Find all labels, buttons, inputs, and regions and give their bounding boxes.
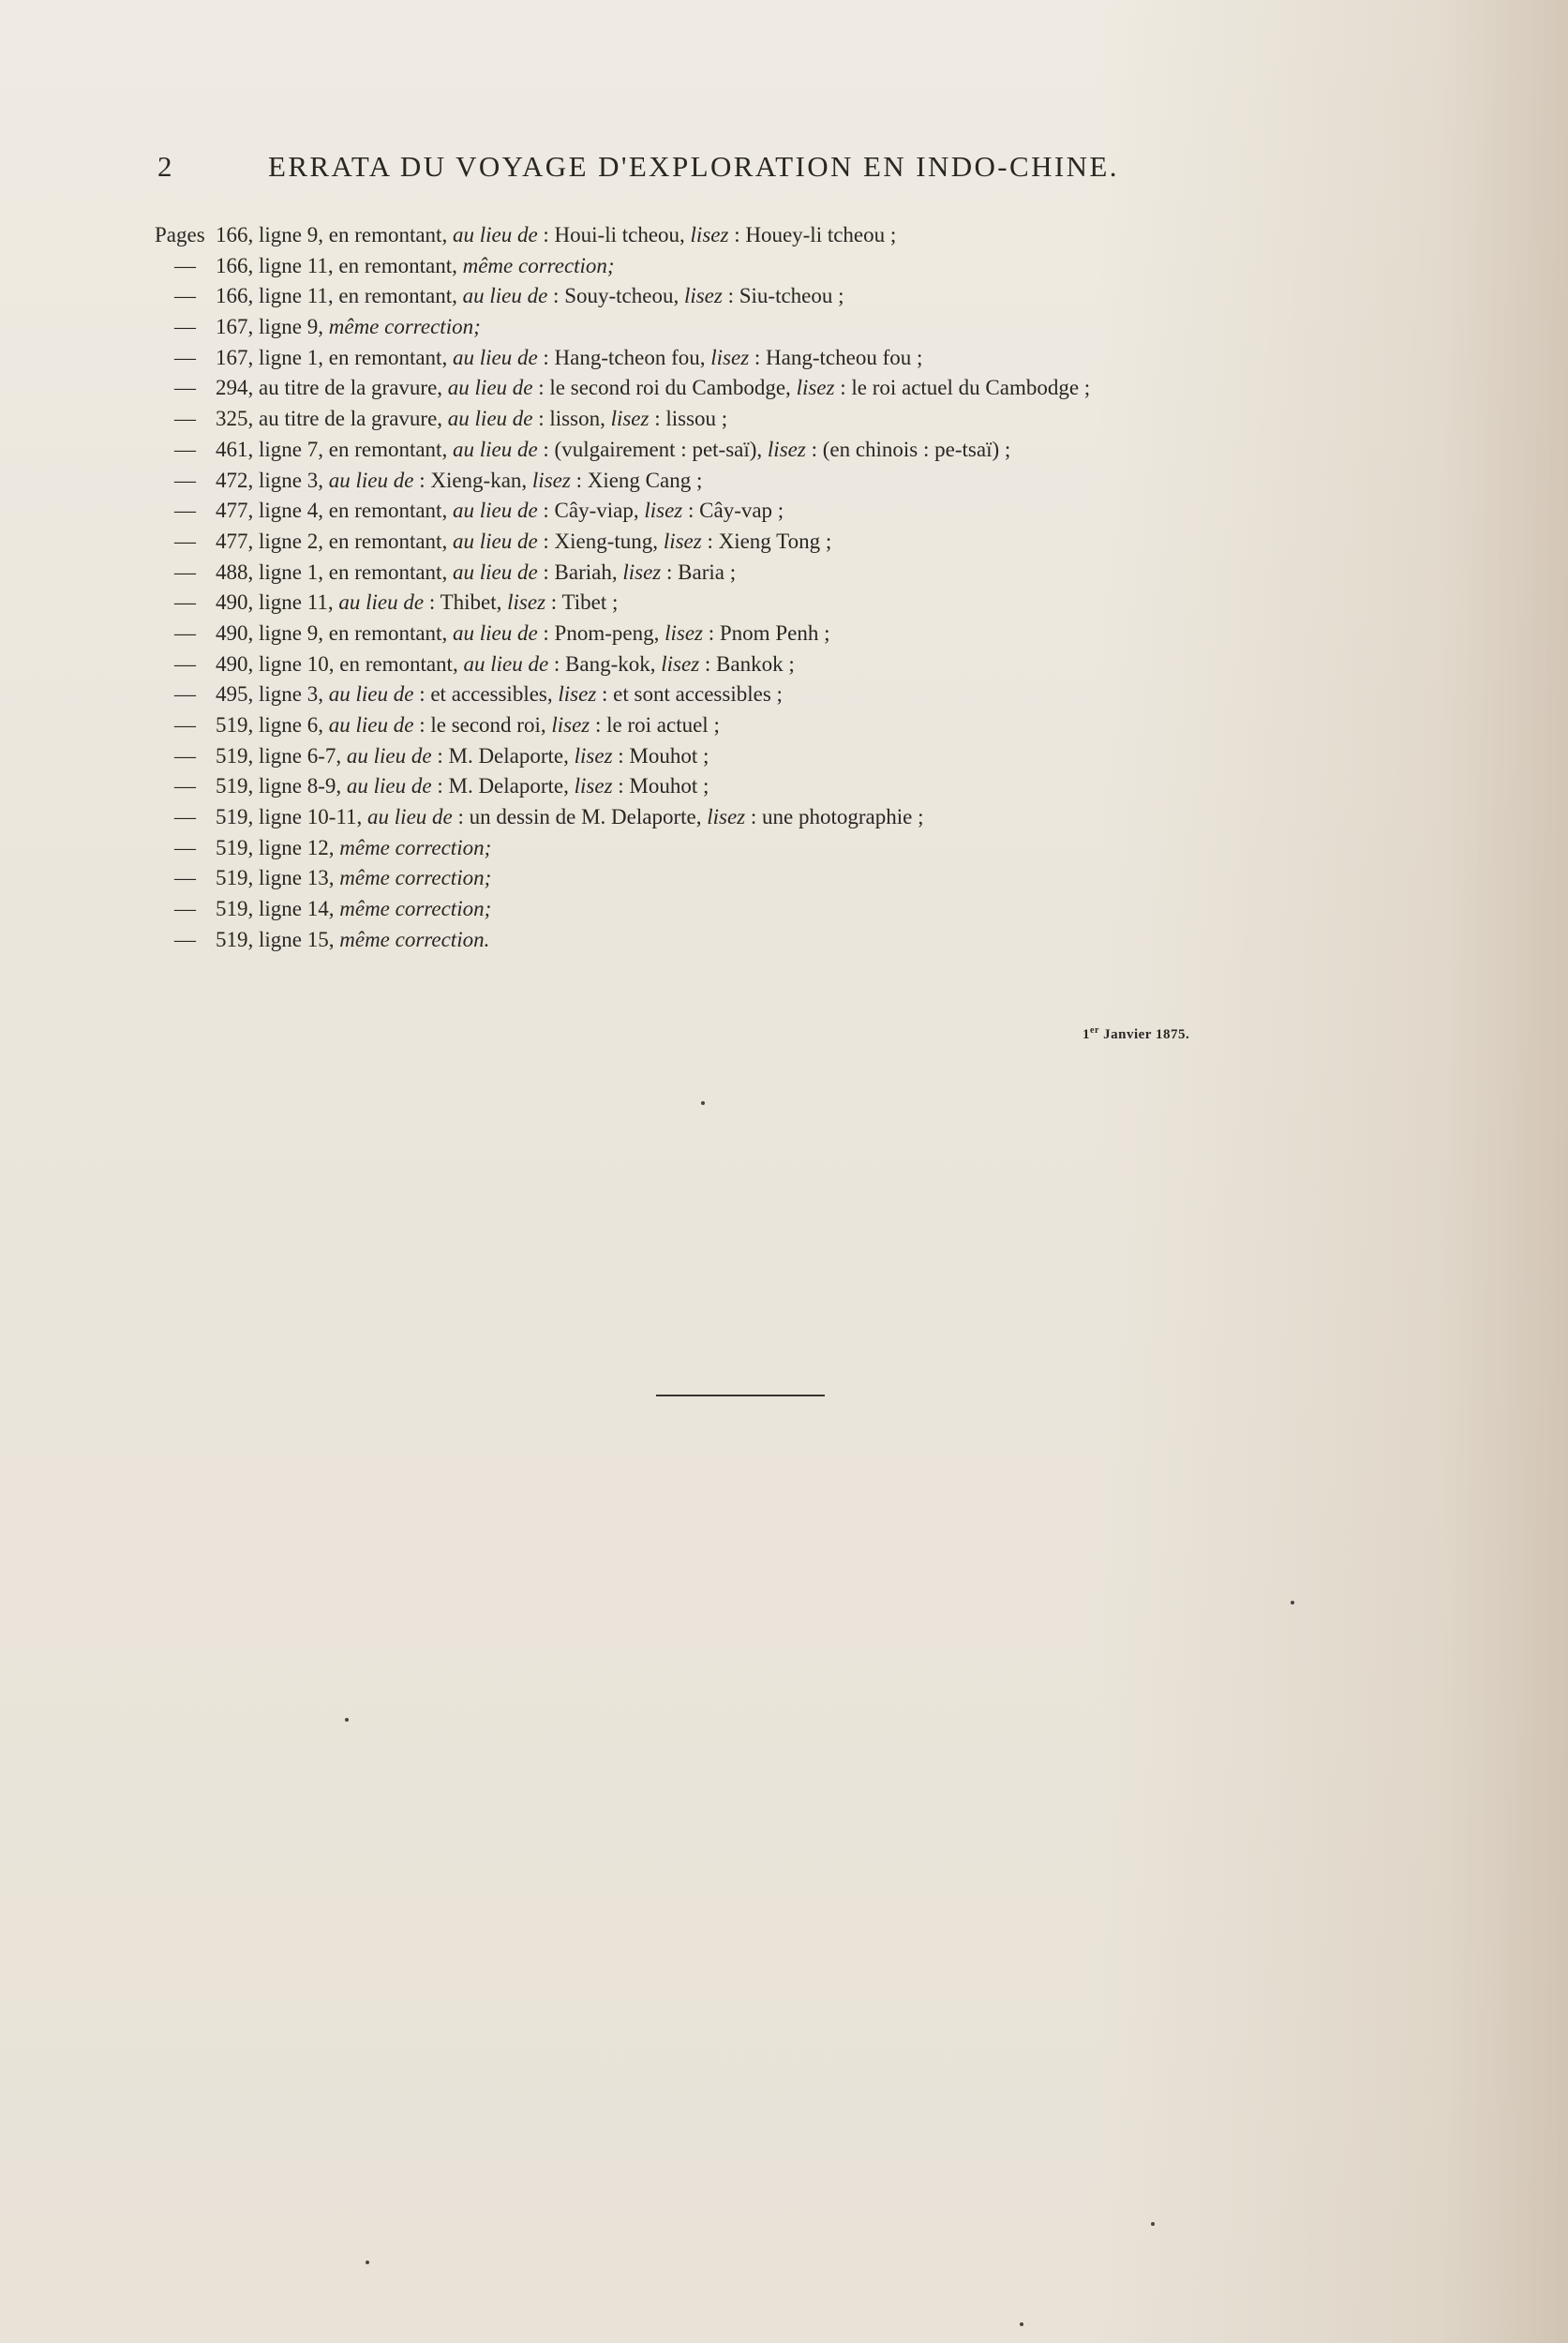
errata-entry [155, 558, 1261, 589]
entry-ref: , ligne 3, [247, 468, 329, 492]
entry-sep: : [532, 407, 550, 431]
entry-sep: : [722, 284, 739, 308]
entry-page: 477 [216, 499, 248, 523]
entry-page: 166 [216, 284, 248, 308]
errata-entry [155, 281, 1261, 312]
entry-lead: — [174, 315, 196, 339]
entry-lieu-label: au lieu de [452, 620, 538, 645]
entry-old: M. Delaporte, [448, 774, 575, 798]
entry-lieu-label: même correction; [339, 866, 492, 890]
errata-entry [155, 679, 1261, 710]
entry-page: 461 [216, 437, 248, 461]
entry-lieu-label: au lieu de [452, 437, 538, 461]
entry-ref: , ligne 10, en remontant, [247, 651, 464, 676]
date-ordinal: er [1090, 1025, 1099, 1036]
errata-entry [155, 251, 1261, 282]
entry-sep: : [537, 223, 555, 246]
entry-lead: — [174, 590, 196, 615]
entry-lead: — [174, 927, 196, 951]
entry-lieu-label: au lieu de [338, 590, 425, 615]
entry-lieu-label: au lieu de [328, 713, 414, 737]
entry-sep: : [452, 805, 470, 829]
entry-page: 294 [216, 376, 248, 400]
entry-new: et sont accessibles ; [613, 682, 783, 707]
entry-sep: : [548, 651, 566, 676]
entry-old: Houi-li tcheou, [554, 223, 691, 246]
entry-ref: , ligne 9, en remontant, [247, 620, 453, 645]
entry-ref: , ligne 11, en remontant, [247, 284, 463, 308]
entry-lisez-label: lisez [644, 499, 683, 523]
entry-lead: — [174, 437, 196, 461]
entry-sep: : [413, 468, 431, 492]
entry-lead: Pages [155, 223, 205, 246]
entry-lieu-label: au lieu de [462, 284, 548, 308]
entry-sep: : [703, 620, 720, 645]
entry-sep: : [570, 468, 588, 492]
entry-lead: — [174, 253, 196, 277]
paper-speck [701, 1101, 705, 1105]
entry-lisez-label: lisez [622, 560, 662, 584]
entry-lisez-label: lisez [707, 805, 746, 829]
entry-new: Tibet ; [561, 590, 619, 615]
errata-list [155, 220, 1261, 956]
entry-page: 519 [216, 743, 248, 768]
entry-lead: — [174, 529, 196, 553]
entry-page: 167 [216, 315, 248, 339]
entry-old: Bariah, [554, 560, 623, 584]
entry-sep: : [612, 774, 630, 798]
entry-sep: : [745, 805, 763, 829]
entry-old: Hang-tcheon fou, [554, 345, 711, 369]
entry-lieu-label: au lieu de [447, 376, 533, 400]
entry-old: un dessin de M. Delaporte, [469, 805, 708, 829]
entry-new: une photographie ; [762, 805, 924, 829]
entry-new: Xieng Cang ; [587, 468, 703, 492]
entry-lieu-label: au lieu de [452, 499, 538, 523]
errata-entry [155, 802, 1261, 833]
entry-new: le roi actuel ; [606, 713, 720, 737]
entry-ref: , ligne 10-11, [247, 805, 368, 829]
entry-lieu-label: même correction; [328, 315, 481, 339]
entry-sep: : [612, 743, 630, 768]
paper-speck [345, 1718, 349, 1722]
entry-ref: , ligne 12, [247, 835, 340, 859]
entry-new: (en chinois : pe-tsaï) ; [822, 437, 1011, 461]
entry-lisez-label: lisez [574, 774, 613, 798]
entry-lieu-label: au lieu de [447, 407, 533, 431]
entry-sep: : [537, 620, 555, 645]
entry-lieu-label: même correction. [339, 927, 490, 951]
entry-lieu-label: au lieu de [463, 651, 549, 676]
entry-sep: : [805, 437, 823, 461]
entry-lead: — [174, 835, 196, 859]
entry-ref: , ligne 11, en remontant, [247, 253, 463, 277]
entry-page: 519 [216, 805, 248, 829]
entry-ref: , ligne 15, [247, 927, 340, 951]
entry-page: 166 [216, 253, 248, 277]
errata-entry [155, 863, 1261, 894]
entry-sep: : [699, 651, 717, 676]
entry-lieu-label: au lieu de [452, 345, 538, 369]
paper-speck [1020, 2322, 1023, 2326]
entry-new: Mouhot ; [629, 743, 709, 768]
paper-speck [1291, 1601, 1294, 1604]
entry-sep: : [649, 407, 666, 431]
entry-ref: , ligne 14, [247, 897, 340, 921]
entry-ref: , ligne 6-7, [247, 743, 347, 768]
errata-entry [155, 925, 1261, 956]
entry-lisez-label: lisez [551, 713, 590, 737]
entry-old: le second roi du Cambodge, [549, 376, 797, 400]
entry-lead: — [174, 499, 196, 523]
entry-sep: : [728, 223, 746, 246]
entry-lisez-label: lisez [690, 223, 729, 246]
paper-speck [366, 2261, 369, 2264]
entry-sep: : [537, 345, 555, 369]
entry-new: Siu-tcheou ; [739, 284, 844, 308]
entry-lead: — [174, 407, 196, 431]
entry-lead: — [174, 805, 196, 829]
entry-ref: , ligne 11, [247, 590, 339, 615]
running-title: ERRATA DU VOYAGE D'EXPLORATION EN INDO-CHINE. [268, 150, 1119, 183]
entry-sep: : [596, 682, 614, 707]
entry-lead: — [174, 345, 196, 369]
errata-entry [155, 312, 1261, 343]
entry-lead: — [174, 468, 196, 492]
entry-lieu-label: au lieu de [346, 774, 432, 798]
entry-sep: : [431, 743, 449, 768]
entry-page: 519 [216, 774, 248, 798]
entry-sep: : [537, 437, 555, 461]
entry-new: Cây-vap ; [699, 499, 784, 523]
entry-lead: — [174, 897, 196, 921]
entry-sep: : [661, 560, 679, 584]
entry-old: et accessibles, [430, 682, 559, 707]
entry-ref: , ligne 6, [247, 713, 329, 737]
entry-ref: , ligne 1, en remontant, [247, 560, 453, 584]
entry-page: 519 [216, 866, 248, 890]
entry-lisez-label: lisez [610, 407, 650, 431]
entry-sep: : [590, 713, 607, 737]
closing-rule [656, 1395, 825, 1396]
entry-lisez-label: lisez [531, 468, 571, 492]
entry-new: Pnom Penh ; [719, 620, 830, 645]
entry-old: le second roi, [430, 713, 552, 737]
entry-new: Bankok ; [716, 651, 795, 676]
entry-page: 477 [216, 529, 248, 553]
entry-lisez-label: lisez [661, 651, 700, 676]
entry-sep: : [537, 529, 555, 553]
date-rest: Janvier 1875. [1098, 1027, 1190, 1042]
errata-entry [155, 404, 1261, 435]
entry-page: 495 [216, 682, 248, 707]
entry-new: Hang-tcheou fou ; [766, 345, 923, 369]
entry-page: 167 [216, 345, 248, 369]
entry-new: Xieng Tong ; [718, 529, 832, 553]
entry-sep: : [431, 774, 449, 798]
entry-lisez-label: lisez [710, 345, 750, 369]
entry-ref: , ligne 9, [247, 315, 329, 339]
entry-new: le roi actuel du Cambodge ; [851, 376, 1091, 400]
entry-lieu-label: même correction; [339, 897, 492, 921]
errata-entry [155, 343, 1261, 374]
entry-lieu-label: au lieu de [328, 682, 414, 707]
entry-page: 472 [216, 468, 248, 492]
entry-lead: — [174, 651, 196, 676]
entry-lieu-label: même correction; [462, 253, 615, 277]
errata-entry [155, 527, 1261, 558]
entry-sep: : [545, 590, 562, 615]
errata-entry [155, 496, 1261, 527]
entry-page: 490 [216, 651, 248, 676]
entry-sep: : [537, 560, 555, 584]
errata-entry [155, 649, 1261, 680]
entry-old: Souy-tcheou, [564, 284, 684, 308]
entry-ref: , ligne 3, [247, 682, 329, 707]
entry-sep: : [413, 713, 431, 737]
entry-page: 519 [216, 835, 248, 859]
paper-speck [1151, 2222, 1155, 2226]
entry-sep: : [537, 499, 555, 523]
entry-lead: — [174, 713, 196, 737]
entry-old: lisson, [549, 407, 611, 431]
errata-entry [155, 619, 1261, 649]
entry-old: Cây-viap, [554, 499, 645, 523]
entry-ref: , au titre de la gravure, [247, 407, 448, 431]
entry-sep: : [834, 376, 852, 400]
errata-entry [155, 833, 1261, 864]
errata-entry [155, 894, 1261, 925]
entry-ref: , ligne 4, en remontant, [247, 499, 453, 523]
entry-sep: : [532, 376, 550, 400]
entry-page: 490 [216, 590, 248, 615]
entry-new: Baria ; [678, 560, 737, 584]
errata-entry [155, 771, 1261, 802]
errata-entry [155, 435, 1261, 466]
entry-page: 490 [216, 620, 248, 645]
entry-ref: , ligne 7, en remontant, [247, 437, 453, 461]
entry-ref: , ligne 13, [247, 866, 340, 890]
entry-sep: : [682, 499, 700, 523]
entry-sep: : [749, 345, 767, 369]
dateline [1083, 1025, 1189, 1043]
entry-old: Xieng-kan, [430, 468, 532, 492]
errata-entry [155, 710, 1261, 741]
errata-entry [155, 373, 1261, 404]
entry-sep: : [424, 590, 441, 615]
entry-ref: , ligne 8-9, [247, 774, 347, 798]
entry-lisez-label: lisez [767, 437, 806, 461]
entry-lead: — [174, 620, 196, 645]
entry-old: M. Delaporte, [448, 743, 575, 768]
entry-lead: — [174, 866, 196, 890]
entry-sep: : [413, 682, 431, 707]
entry-lead: — [174, 743, 196, 768]
entry-lisez-label: lisez [665, 620, 703, 645]
errata-entry [155, 466, 1261, 497]
entry-lisez-label: lisez [796, 376, 835, 400]
entry-lisez-label: lisez [683, 284, 723, 308]
entry-lead: — [174, 560, 196, 584]
entry-lisez-label: lisez [558, 682, 597, 707]
entry-lead: — [174, 376, 196, 400]
entry-lieu-label: au lieu de [452, 529, 538, 553]
entry-page: 166 [216, 223, 248, 246]
errata-entry [155, 220, 1261, 251]
entry-lead: — [174, 284, 196, 308]
entry-page: 488 [216, 560, 248, 584]
entry-ref: , ligne 9, en remontant, [247, 223, 453, 246]
entry-lieu-label: au lieu de [328, 468, 414, 492]
entry-old: Thibet, [440, 590, 508, 615]
entry-new: Mouhot ; [629, 774, 709, 798]
entry-lieu-label: au lieu de [367, 805, 453, 829]
entry-new: Houey-li tcheou ; [745, 223, 897, 246]
entry-sep: : [547, 284, 565, 308]
entry-page: 519 [216, 897, 248, 921]
entry-page: 325 [216, 407, 248, 431]
entry-lieu-label: au lieu de [346, 743, 432, 768]
entry-ref: , ligne 2, en remontant, [247, 529, 453, 553]
entry-old: Pnom-peng, [554, 620, 665, 645]
entry-lisez-label: lisez [574, 743, 613, 768]
entry-lieu-label: même correction; [339, 835, 492, 859]
entry-old: Bang-kok, [565, 651, 662, 676]
entry-old: Xieng-tung, [554, 529, 664, 553]
errata-entry [155, 741, 1261, 772]
page-number: 2 [157, 150, 174, 183]
entry-old: (vulgairement : pet-saï), [554, 437, 768, 461]
errata-entry [155, 588, 1261, 619]
entry-page: 519 [216, 713, 248, 737]
entry-lieu-label: au lieu de [452, 223, 538, 246]
entry-ref: , ligne 1, en remontant, [247, 345, 453, 369]
entry-lead: — [174, 774, 196, 798]
entry-page: 519 [216, 927, 248, 951]
entry-ref: , au titre de la gravure, [247, 376, 448, 400]
entry-lead: — [174, 682, 196, 707]
entry-new: lissou ; [665, 407, 728, 431]
entry-lisez-label: lisez [663, 529, 702, 553]
running-header [157, 150, 1254, 191]
entry-lieu-label: au lieu de [452, 560, 538, 584]
entry-sep: : [701, 529, 719, 553]
date-day: 1 [1083, 1027, 1090, 1042]
entry-lisez-label: lisez [507, 590, 546, 615]
